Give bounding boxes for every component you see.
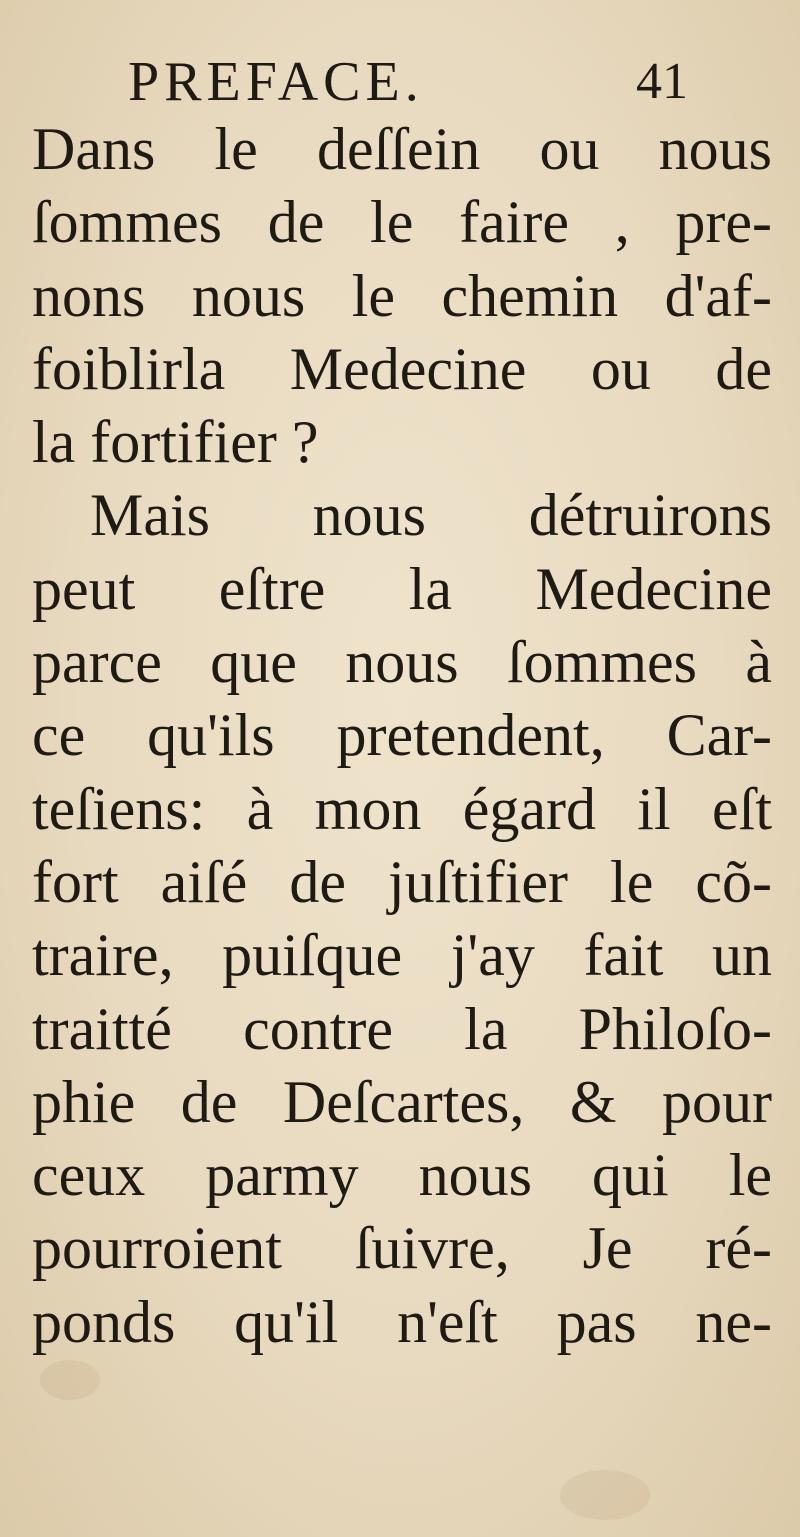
body-text <box>32 113 772 1359</box>
text-line: phie de Deſcartes, & pour <box>32 1068 772 1135</box>
text-line: fort aiſé de juſtifier le cõ- <box>32 848 772 915</box>
text-line: Dans le deſſein ou nous <box>32 116 772 182</box>
running-head: PREFACE. <box>128 51 424 113</box>
paper-stain <box>560 1470 650 1520</box>
page-number: 41 <box>636 53 688 110</box>
text-line: Mais nous détruirons <box>90 482 772 549</box>
text-line: la fortifier ? <box>32 409 319 476</box>
text-line: peut eſtre la Medecine <box>32 555 772 622</box>
paragraph <box>32 113 772 479</box>
text-line: nons nous le chemin d'af- <box>32 262 772 329</box>
text-line: teſiens: à mon égard il eſt <box>32 775 772 842</box>
text-line: traitté contre la Philoſo- <box>32 995 772 1062</box>
text-line: ponds qu'il n'eſt pas ne- <box>32 1288 772 1355</box>
text-line: pourroient ſuivre, Je ré- <box>32 1215 772 1282</box>
text-line: ſommes de le faire , pre- <box>32 189 772 256</box>
text-line: foiblirla Medecine ou de <box>32 335 772 402</box>
text-line: traire, puiſque j'ay fait un <box>32 922 772 989</box>
text-line: parce que nous ſommes à <box>32 629 772 696</box>
page-header <box>128 52 688 112</box>
paragraph <box>32 479 772 1359</box>
paper-stain <box>40 1360 100 1400</box>
text-line: ce qu'ils pretendent, Car- <box>32 702 772 769</box>
text-line: ceux parmy nous qui le <box>32 1142 772 1209</box>
